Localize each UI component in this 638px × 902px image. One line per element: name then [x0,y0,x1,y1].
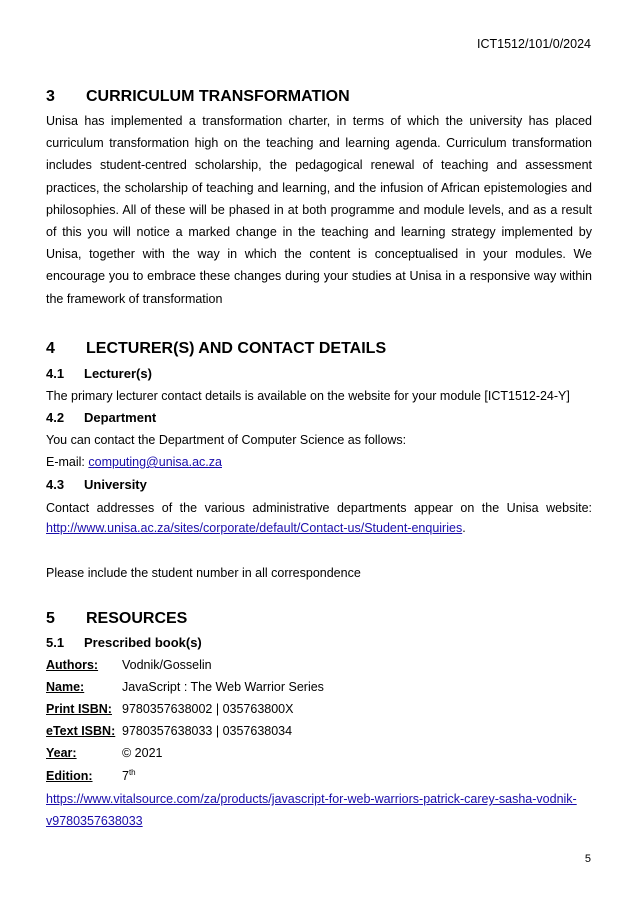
subsection-title: University [84,477,147,492]
subsection-number: 4.3 [46,477,65,492]
email-link[interactable]: computing@unisa.ac.za [88,455,222,469]
year-value: © 2021 [122,746,163,760]
section-3-body: Unisa has implemented a transformation charter, in terms of which the university has placed curriculum transformation high on the teaching and learning agenda. Curriculum transformation includes student-centred scholarship, the pedagogical renewal of teaching and assessment practices, the scholarship of teaching and learning, and the infusion of African epistemologies and philosophies. All of these will be phased in at both programme and module levels, and as a result of this you will notice a marked change in the teaching and learning strategy implemented by Unisa, together with the way in which the content is conceptualised in your modules. We encourage you to embrace these changes during your studies at Unisa in a responsive way within the framework of transformation [46,114,592,306]
edition-value [122,768,136,783]
department-contact-text: You can contact the Department of Computer Science as follows: [46,433,407,447]
print-isbn-value: 9780357638002 | 035763800X [122,702,294,716]
etext-isbn-value: 9780357638033 | 0357638034 [122,724,293,738]
section-5-heading [46,610,187,628]
book-url-line-1 [46,792,577,806]
section-title: LECTURER(S) AND CONTACT DETAILS [86,340,387,357]
section-number: 4 [46,340,55,357]
book-edition-row [46,768,136,783]
print-isbn-label: Print ISBN: [46,702,112,716]
authors-label: Authors: [46,658,99,672]
university-url-line [46,521,466,535]
subsection-5-1-heading [46,635,202,650]
section-4-heading [46,340,386,358]
url-suffix: . [462,521,466,535]
edition-number: 7 [122,769,129,784]
section-3-heading [46,88,350,106]
section-title: RESOURCES [86,610,188,627]
section-number: 3 [46,88,55,105]
subsection-4-3-heading [46,477,147,492]
book-etext-isbn-row [46,724,292,738]
page-number: 5 [584,853,591,865]
book-name-row [46,680,324,694]
section-number: 5 [46,610,55,627]
book-authors-row [46,658,212,672]
subsection-number: 4.1 [46,366,65,381]
student-number-note: Please include the student number in all correspondence [46,566,361,580]
edition-suffix: th [128,768,136,777]
authors-value: Vodnik/Gosselin [122,658,212,672]
edition-label: Edition: [46,769,93,784]
unisa-contact-link[interactable]: http://www.unisa.ac.za/sites/corporate/default/Contact-us/Student-enquiries [46,521,463,535]
year-label: Year: [46,746,77,760]
email-label: E-mail: [46,455,89,469]
book-year-row [46,746,163,760]
email-line [46,455,222,469]
subsection-number: 5.1 [46,635,65,650]
name-label: Name: [46,680,85,694]
subsection-title: Department [84,410,157,425]
subsection-title: Prescribed book(s) [84,635,202,650]
document-code: ICT1512/101/0/2024 [477,37,591,51]
subsection-title: Lecturer(s) [84,366,152,381]
subsection-number: 4.2 [46,410,65,425]
subsection-4-2-heading [46,410,156,425]
book-url-line-2 [46,814,143,828]
vitalsource-link[interactable]: https://www.vitalsource.com/za/products/javascript-for-web-warriors-patrick-carey-sasha-vodnik- [46,792,577,806]
vitalsource-link-continued[interactable]: v9780357638033 [46,814,143,828]
name-value: JavaScript : The Web Warrior Series [122,680,324,694]
book-print-isbn-row [46,702,293,716]
lecturer-details-text: The primary lecturer contact details is available on the website for your module [ICT1512-24-Y] [46,389,570,403]
university-contact-text: Contact addresses of the various administrative departments appear on the Unisa website: [46,501,592,515]
subsection-4-1-heading [46,366,152,381]
section-title: CURRICULUM TRANSFORMATION [86,88,350,105]
etext-isbn-label: eText ISBN: [46,724,116,738]
